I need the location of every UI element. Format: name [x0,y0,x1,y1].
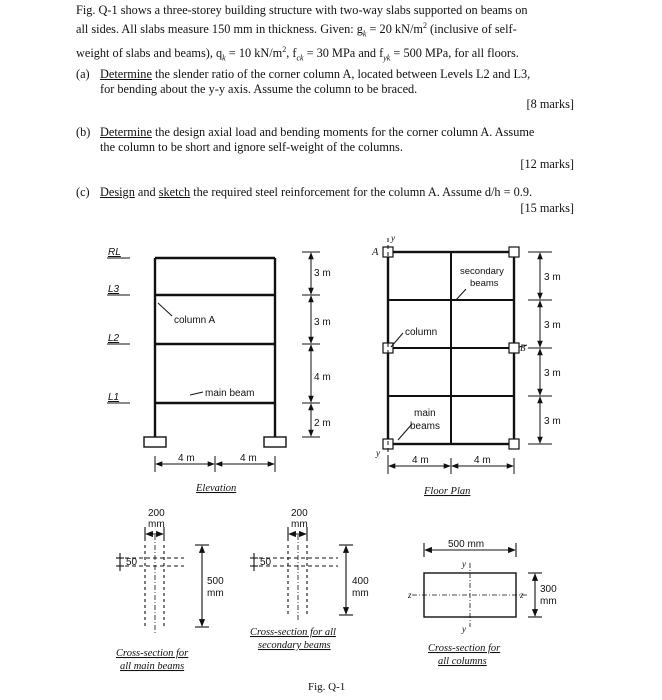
plan-axis-y-top: y [391,233,395,243]
footing-left [144,437,166,447]
column-section-caption-2: all columns [438,656,487,667]
level-l2: L2 [108,333,120,344]
secondary-beams-leader [456,289,466,300]
main-flange-value: 50 [126,557,138,568]
part-a-verb: Determine [100,67,152,81]
secondary-section-caption-1: Cross-section for all [250,627,336,638]
part-a-label: (a) [76,67,90,81]
part-c-marks: [15 marks] [520,201,574,215]
part-b-text: Determine the design axial load and bending moments for the corner column A. Assume the column to be short and ignore self-weight of the columns. [100,125,535,154]
secondary-width-value: 200 [291,508,308,519]
level-markers [107,258,130,403]
intro-line-3: weight of slabs and beams), $q_k = 10$ $kN/m^2$, $f_{ck} = 30$ MPa and $f_{yk} = 500$ MPa, for all floors. [76,44,519,63]
plan-height-2: 3 m [544,320,561,331]
column-a-leader [158,303,172,316]
main-beam-leader [190,392,203,395]
plan-label-b: B [520,343,526,353]
column-section [412,543,542,627]
part-c-verb-2: sketch [158,185,191,199]
main-width-value: 200 [148,508,165,519]
elev-span-1: 4 m [178,453,195,464]
main-width-unit: mm [148,519,165,530]
column-section-caption-1: Cross-section for [428,643,501,654]
main-depth-unit: mm [207,588,224,599]
column-a-label: column A [174,315,216,326]
main-section-caption-2: all main beams [120,661,185,672]
column-axis-z-left: z [408,590,412,600]
secondary-flange-value: 50 [260,557,272,568]
column-axis-y-top: y [462,559,466,569]
level-l3: L3 [108,284,120,295]
column-depth-unit: mm [540,596,557,607]
plan-main-beams-label-1: main [414,408,436,419]
plan-span-dimension [388,458,514,474]
column-depth-value: 300 [540,584,557,595]
figure-label: Fig. Q-1 [308,681,346,693]
column-width-label: 500 mm [448,539,485,550]
column-axis-z-right: z [520,590,524,600]
part-b-marks: [12 marks] [520,157,574,171]
elev-span-2: 4 m [240,453,257,464]
part-b-label: (b) [76,125,91,139]
secondary-width-unit: mm [291,519,308,530]
part-c-label: (c) [76,185,90,199]
footing-right [264,437,286,447]
elev-height-2: 3 m [314,317,331,328]
plan-height-3: 3 m [544,368,561,379]
elev-height-4: 2 m [314,418,331,429]
plan-label-a: A [372,247,379,258]
plan-axis-y-bottom: y [376,448,380,458]
part-b-verb: Determine [100,125,152,139]
part-c-text: Design and sketch the required steel reinforcement for the column A. Assume d/h = 0.9. [100,185,533,199]
secondary-beam-section [250,527,353,620]
elevation-height-dimension [302,252,320,437]
level-l1: L1 [108,392,120,403]
intro-line-1: Fig. Q-1 shows a three-storey building structure with two-way slabs supported on beams on [76,3,528,17]
secondary-depth-unit: mm [352,588,369,599]
part-a-text: Determine the slender ratio of the corner column A, located between Levels L2 and L3, for bending about the y-y axis. Assume the column to be braced. [100,67,531,96]
main-section-caption-1: Cross-section for [116,648,189,659]
intro-line-2: all sides. All slabs measure 150 mm in thickness. Given: $g_k = 20$ $kN/m^2$ (inclusive of self- [76,21,517,39]
elevation-frame [155,258,275,437]
plan-column-label: column [405,327,438,338]
plan-span-1: 4 m [412,455,429,466]
secondary-depth-value: 400 [352,576,369,587]
elevation-span-dimension [155,456,275,472]
elev-height-3: 4 m [314,372,331,383]
main-beam-section [116,527,209,635]
plan-main-beams-label-2: beams [410,421,441,432]
elev-height-1: 3 m [314,268,331,279]
plan-span-2: 4 m [474,455,491,466]
elevation-caption: Elevation [196,483,237,494]
secondary-section-caption-2: secondary beams [258,640,331,651]
main-depth-value: 500 [207,576,224,587]
plan-height-4: 3 m [544,416,561,427]
level-rl: RL [108,247,121,258]
column-axis-y-bottom: y [462,624,466,634]
part-a-marks: [8 marks] [526,97,574,111]
secondary-beams-label-2: beams [470,278,499,289]
elevation-drawing [107,252,320,472]
main-beam-label: main beam [205,388,255,399]
plan-height-1: 3 m [544,272,561,283]
column-leader [391,333,403,347]
floor-plan-caption: Floor Plan [424,486,471,497]
secondary-beams-label-1: secondary [460,266,504,277]
part-c-verb-1: Design [100,185,135,199]
